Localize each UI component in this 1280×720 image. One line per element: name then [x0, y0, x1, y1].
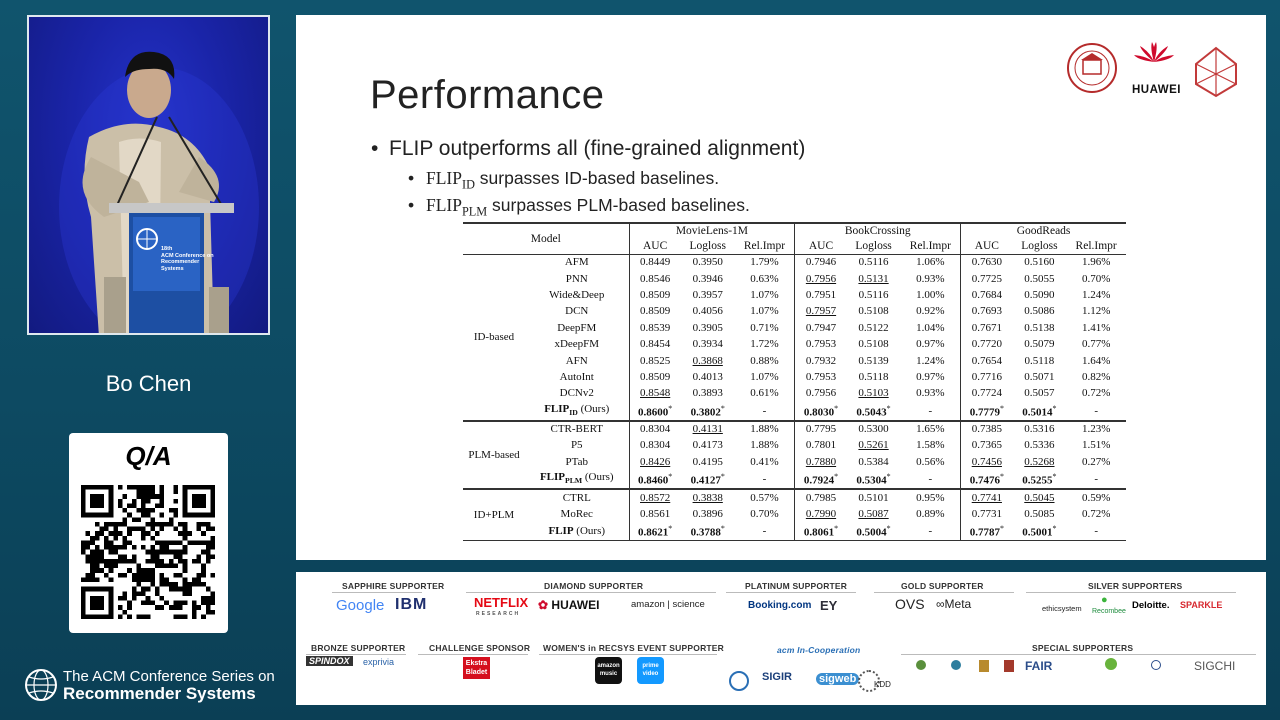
sponsor-head-challenge: CHALLENGE SPONSOR: [429, 643, 531, 653]
table-cell: 0.7720: [961, 336, 1013, 352]
table-cell: 0.7476*: [961, 470, 1013, 489]
table-cell: 0.5057: [1024, 387, 1055, 400]
table-cell: 0.56%: [916, 455, 945, 468]
table-cell: 0.7947: [795, 320, 847, 336]
model-name: FLIP (Ours): [548, 524, 606, 537]
model-name: Wide&Deep: [549, 288, 605, 301]
table-cell: 0.5001*: [1022, 523, 1057, 539]
qr-code-icon[interactable]: [81, 485, 215, 619]
sigir-logo: SIGIR: [762, 671, 792, 683]
model-name: MoRec: [560, 507, 593, 520]
dataset-header: GoodReads: [961, 223, 1126, 238]
table-cell: 0.5055: [1024, 272, 1055, 285]
table-cell: 0.59%: [1066, 489, 1126, 505]
bullet-sub-1-text: surpasses ID-based baselines.: [474, 168, 720, 188]
table-cell: 0.61%: [750, 387, 779, 400]
amazon-music-logo: amazon music: [595, 657, 622, 684]
metric-header: Logloss: [681, 238, 735, 254]
model-header: Model: [463, 223, 629, 254]
bullet-sub-2-subscript: PLM: [461, 204, 488, 219]
table-cell: 0.5268: [1024, 455, 1055, 468]
table-cell: 0.4173: [692, 439, 723, 452]
model-name: $FLIP_{ID}$ (Ours): [544, 402, 610, 417]
table-cell: 0.5086: [1024, 305, 1055, 318]
table-cell: 0.3838: [681, 489, 735, 505]
huawei-flower-icon: ✿: [538, 598, 549, 612]
table-cell: 0.77%: [1081, 338, 1111, 351]
table-cell: 0.5122: [858, 321, 889, 334]
table-cell: 1.64%: [1081, 354, 1111, 367]
table-cell: -: [762, 472, 767, 485]
bullet-sub-2-model: FLIP: [426, 195, 462, 215]
sigchi-logo: SIGCHI: [1194, 659, 1236, 673]
institution-logos: [1066, 40, 1244, 100]
table-cell: 1.58%: [916, 439, 945, 452]
table-cell: 0.5384: [858, 455, 889, 468]
speaker-video: [27, 15, 270, 335]
table-cell: 1.51%: [1081, 439, 1111, 452]
table-row: [463, 254, 1126, 270]
table-cell: 0.5304*: [856, 472, 891, 487]
table-cell: 0.92%: [916, 305, 945, 318]
bullet-main: • FLIP outperforms all (fine-grained alignment): [371, 137, 806, 160]
table-cell: 0.8539: [629, 320, 681, 336]
table-cell: 0.7741: [961, 489, 1013, 505]
model-name: AutoInt: [559, 370, 594, 383]
table-cell: 0.93%: [916, 387, 945, 400]
qa-card: [69, 433, 228, 633]
special-supporter-icon: [1105, 658, 1117, 670]
special-supporter-icon: [1151, 660, 1161, 670]
table-cell: 0.71%: [750, 321, 779, 334]
table-cell: 0.8449: [629, 254, 681, 270]
table-cell: 0.3950: [692, 256, 723, 269]
metric-header: Logloss: [1012, 238, 1066, 254]
table-cell: 0.95%: [900, 489, 960, 505]
bullet-sub-1-model: FLIP: [426, 168, 462, 188]
ey-logo: EY: [820, 598, 838, 613]
table-cell: 0.7716: [961, 369, 1013, 385]
table-cell: 0.27%: [1081, 455, 1111, 468]
table-cell: -: [1094, 524, 1098, 537]
table-cell: 0.82%: [1081, 370, 1111, 383]
presentation-slide: [296, 15, 1266, 560]
sponsor-head-silver: SILVER SUPPORTERS: [1088, 581, 1183, 591]
spindox-logo: SPINDOX: [306, 656, 353, 666]
sponsor-head-diamond: DIAMOND SUPPORTER: [544, 581, 644, 591]
table-cell: 0.8561: [629, 505, 681, 521]
table-cell: 0.5300: [847, 421, 901, 437]
recombee-logo: Recombee: [1092, 608, 1126, 615]
table-cell: 0.4195: [692, 455, 723, 468]
table-cell: 0.8509: [629, 369, 681, 385]
group-label: ID-based: [473, 331, 515, 344]
recsys-globe-icon: [24, 668, 58, 702]
ovs-logo: OVS: [895, 596, 925, 612]
ibm-logo: IBM: [395, 596, 428, 613]
table-cell: 0.7787*: [961, 522, 1013, 540]
table-cell: 1.88%: [735, 421, 795, 437]
table-cell: 1.72%: [750, 338, 779, 351]
table-cell: 0.5108: [858, 338, 889, 351]
conference-name: Recommender Systems: [63, 684, 256, 703]
meta-logo: ∞Meta: [936, 597, 972, 611]
kdd-logo: KDD: [874, 680, 891, 689]
table-cell: 0.7985: [795, 489, 847, 505]
table-cell: 0.7932: [795, 352, 847, 368]
podium-text: 18th ACM Conference on Recommender Systems: [161, 246, 214, 272]
table-cell: 0.97%: [916, 370, 945, 383]
table-cell: 0.70%: [750, 507, 779, 520]
table-cell: 0.7990: [795, 505, 847, 521]
table-cell: 0.7951: [795, 287, 847, 303]
table-cell: 0.7671: [961, 320, 1013, 336]
table-cell: 0.7956: [795, 270, 847, 286]
model-name: CTR-BERT: [525, 421, 629, 437]
table-row: [463, 505, 1126, 521]
speaker-name: Bo Chen: [105, 371, 192, 396]
table-row: [463, 320, 1126, 336]
table-cell: 0.8460*: [629, 470, 681, 489]
sponsor-head-womens: WOMEN'S in RECSYS EVENT SUPPORTER: [543, 643, 725, 653]
table-cell: 0.5045: [1012, 489, 1066, 505]
table-cell: 0.7630: [961, 254, 1013, 270]
table-cell: 0.7957: [795, 303, 847, 319]
table-cell: 0.7801: [795, 437, 847, 453]
table-cell: 0.7693: [961, 303, 1013, 319]
model-name: P5: [570, 439, 583, 452]
table-cell: 1.07%: [750, 305, 779, 318]
table-cell: 0.3788*: [690, 523, 725, 539]
model-name: AFN: [565, 354, 588, 367]
table-cell: 0.93%: [916, 272, 945, 285]
table-row: [463, 453, 1126, 469]
table-cell: 0.5160: [1024, 256, 1055, 269]
table-cell: 0.8525: [629, 352, 681, 368]
table-cell: 0.5255*: [1022, 472, 1057, 487]
sponsor-head-bronze: BRONZE SUPPORTER: [311, 643, 406, 653]
model-name: DeepFM: [557, 321, 597, 334]
table-cell: 0.5261: [858, 439, 889, 452]
bullet-sub-2-text: surpasses PLM-based baselines.: [487, 195, 750, 215]
bullet-sub-1: • $FLIP_{ID}$ surpasses ID-based baselines.: [408, 168, 720, 192]
table-cell: 1.04%: [916, 321, 945, 334]
metric-header: Rel.Impr: [900, 238, 960, 254]
google-logo: Google: [336, 597, 385, 614]
model-name: CTRL: [525, 489, 629, 505]
table-cell: 0.88%: [750, 354, 779, 367]
table-cell: 0.3946: [692, 272, 723, 285]
table-cell: 0.7456: [961, 453, 1013, 469]
table-row: [463, 303, 1126, 319]
metric-header: Rel.Impr: [1066, 238, 1126, 254]
table-cell: -: [928, 524, 933, 537]
table-cell: 0.8426: [629, 453, 681, 469]
table-row: [463, 352, 1126, 368]
table-cell: 0.7725: [961, 270, 1013, 286]
table-row: [463, 437, 1126, 453]
sponsor-head-sapphire: SAPPHIRE SUPPORTER: [342, 581, 445, 591]
table-cell: 1.00%: [916, 288, 945, 301]
conference-series-line: The ACM Conference Series on: [63, 668, 275, 685]
table-cell: 1.24%: [1081, 288, 1111, 301]
table-cell: 0.8621*: [629, 522, 681, 540]
table-cell: 0.5085: [1024, 507, 1055, 520]
table-cell: 0.7365: [961, 437, 1013, 453]
sigweb-logo: sigweb: [816, 673, 859, 685]
table-cell: 0.5116: [858, 288, 889, 301]
sponsor-banner: [296, 572, 1266, 705]
table-cell: 0.8548: [629, 385, 681, 401]
table-cell: 0.8600*: [629, 402, 681, 421]
results-table: [463, 222, 1126, 541]
table-cell: 0.3896: [692, 507, 723, 520]
table-cell: 0.8454: [629, 336, 681, 352]
booking-logo: Booking.com: [748, 600, 812, 611]
table-row: [463, 287, 1126, 303]
table-row: [463, 489, 1126, 505]
model-name: PTab: [565, 455, 588, 468]
metric-header: Rel.Impr: [735, 238, 795, 254]
table-cell: 0.8546: [629, 270, 681, 286]
huawei-logo-icon: [1134, 42, 1174, 62]
table-cell: 0.5131: [858, 272, 889, 285]
table-cell: 1.23%: [1066, 421, 1126, 437]
table-cell: 0.7654: [961, 352, 1013, 368]
table-cell: 0.41%: [750, 455, 779, 468]
table-cell: 0.5079: [1024, 338, 1055, 351]
table-cell: 0.63%: [750, 272, 779, 285]
dataset-header: MovieLens-1M: [629, 223, 795, 238]
table-cell: -: [1094, 404, 1098, 417]
table-cell: 1.41%: [1081, 321, 1111, 334]
huawei-logo-text: HUAWEI: [1132, 84, 1181, 96]
special-supporter-icon: [916, 660, 926, 670]
table-row: [463, 336, 1126, 352]
table-cell: 0.57%: [735, 489, 795, 505]
table-cell: 0.8304: [629, 437, 681, 453]
table-row: [463, 421, 1126, 437]
sponsor-head-gold: GOLD SUPPORTER: [901, 581, 984, 591]
table-cell: 1.65%: [900, 421, 960, 437]
bullet-sub-1-subscript: ID: [461, 177, 475, 192]
model-name: PNN: [565, 272, 588, 285]
table-cell: 0.7953: [795, 369, 847, 385]
sponsor-head-acm: acm In-Cooperation: [777, 645, 861, 655]
model-name: AFM: [564, 256, 589, 269]
model-name: $FLIP_{PLM}$ (Ours): [539, 470, 614, 486]
prime-video-logo: prime video: [637, 657, 664, 684]
table-cell: 1.07%: [750, 370, 779, 383]
ekstra-bladet-logo: Ekstra Bladet: [463, 657, 490, 679]
group-label: PLM-based: [463, 421, 525, 489]
huawei-sponsor-logo: ✿ HUAWEI: [538, 598, 600, 612]
table-cell: 0.3957: [692, 288, 723, 301]
table-cell: -: [928, 404, 933, 417]
table-cell: 0.4056: [692, 305, 723, 318]
table-cell: 0.5071: [1024, 370, 1055, 383]
table-cell: 0.72%: [1081, 507, 1111, 520]
table-cell: 0.5014*: [1022, 403, 1057, 419]
sponsor-head-platinum: PLATINUM SUPPORTER: [745, 581, 848, 591]
table-cell: 0.3934: [692, 338, 723, 351]
table-cell: -: [1094, 472, 1098, 485]
recombee-icon: ●: [1101, 594, 1108, 606]
amazon-science-logo: amazon | science: [631, 599, 705, 610]
table-cell: 0.72%: [1081, 387, 1111, 400]
table-body: [463, 254, 1126, 540]
table-cell: 0.7880: [795, 453, 847, 469]
table-cell: 0.3893: [692, 387, 723, 400]
speaker-silhouette: [29, 17, 270, 335]
table-cell: 0.3868: [692, 354, 723, 367]
table-row: [463, 270, 1126, 286]
table-cell: 0.8061*: [795, 522, 847, 540]
metric-header: AUC: [795, 238, 847, 254]
netflix-logo: NETFLIX: [474, 595, 529, 610]
table-cell: 0.97%: [916, 338, 945, 351]
metric-header: AUC: [629, 238, 681, 254]
university-seal-icon: [1068, 44, 1116, 92]
table-cell: 0.5118: [1024, 354, 1055, 367]
table-cell: 0.7731: [961, 505, 1013, 521]
table-cell: 0.7724: [961, 385, 1013, 401]
table-cell: 0.5004*: [856, 523, 891, 539]
table-cell: 0.8304: [629, 421, 681, 437]
table-cell: 0.89%: [916, 507, 945, 520]
table-cell: 0.7924*: [795, 470, 847, 489]
metric-header: Logloss: [847, 238, 901, 254]
table-cell: -: [762, 404, 767, 417]
table-cell: 0.5108: [858, 305, 889, 318]
table-cell: 0.5090: [1024, 288, 1055, 301]
table-cell: 1.12%: [1081, 305, 1111, 318]
deloitte-logo: Deloitte.: [1132, 600, 1170, 611]
table-cell: 1.88%: [750, 439, 779, 452]
special-supporter-icon: [951, 660, 961, 670]
table-cell: 0.7385: [961, 421, 1013, 437]
table-cell: 0.3905: [692, 321, 723, 334]
special-supporter-icon: [1004, 660, 1014, 672]
qa-title: Q/A: [125, 441, 172, 471]
table-cell: 0.70%: [1081, 272, 1111, 285]
model-name: DCNv2: [559, 387, 594, 400]
special-supporter-icon: [979, 660, 989, 672]
bullet-sub-2: • $FLIP_{PLM}$ surpasses PLM-based baselines.: [408, 195, 750, 219]
table-cell: 0.4127*: [690, 472, 725, 487]
ethicsystem-logo: ethicsystem: [1042, 604, 1082, 613]
group-label: ID+PLM: [463, 489, 525, 540]
table-cell: -: [762, 524, 767, 537]
table-row: [463, 385, 1126, 401]
table-cell: 0.5103: [858, 387, 889, 400]
table-row: [463, 470, 1126, 489]
table-cell: 0.8509: [629, 287, 681, 303]
table-cell: 1.07%: [750, 288, 779, 301]
acm-icon: [729, 671, 749, 691]
table-cell: 1.79%: [750, 256, 779, 269]
dataset-header: BookCrossing: [795, 223, 961, 238]
lab-logo-icon: [1196, 48, 1236, 96]
bullet-main-text: FLIP outperforms all (fine-grained alignment): [389, 137, 806, 160]
table-row: [463, 402, 1126, 421]
table-cell: 0.5087: [858, 507, 889, 520]
table-cell: 0.5118: [858, 370, 889, 383]
table-cell: 0.8509: [629, 303, 681, 319]
metric-header: AUC: [961, 238, 1013, 254]
table-cell: 0.7684: [961, 287, 1013, 303]
netflix-research-label: RESEARCH: [476, 611, 521, 617]
table-cell: 0.8572: [629, 489, 681, 505]
model-name: xDeepFM: [554, 338, 600, 351]
table-cell: 1.24%: [916, 354, 945, 367]
exprivia-logo: exprivia: [363, 657, 395, 667]
table-cell: 0.5139: [858, 354, 889, 367]
table-cell: 0.4013: [692, 370, 723, 383]
sponsor-head-special: SPECIAL SUPPORTERS: [1032, 643, 1134, 653]
table-cell: 0.5138: [1024, 321, 1055, 334]
table-cell: 0.5316: [1012, 421, 1066, 437]
table-cell: 0.7779*: [961, 402, 1013, 421]
table-cell: -: [928, 472, 933, 485]
fair-logo: FAIR: [1025, 659, 1053, 673]
table-cell: 1.06%: [916, 256, 945, 269]
table-row: [463, 522, 1126, 540]
model-name: DCN: [565, 305, 589, 318]
table-cell: 0.8030*: [795, 402, 847, 421]
table-cell: 0.4131: [681, 421, 735, 437]
table-cell: 1.96%: [1081, 256, 1111, 269]
table-row: [463, 369, 1126, 385]
table-cell: 0.5116: [858, 256, 889, 269]
table-cell: 0.5336: [1024, 439, 1055, 452]
table-cell: 0.7953: [795, 336, 847, 352]
table-cell: 0.5043*: [856, 403, 891, 419]
table-cell: 0.5101: [847, 489, 901, 505]
slide-title: Performance: [370, 73, 605, 117]
table-cell: 0.7795: [795, 421, 847, 437]
table-cell: 0.7956: [795, 385, 847, 401]
table-cell: 0.3802*: [690, 403, 725, 419]
table-cell: 0.7946: [795, 254, 847, 270]
sparkle-logo: SPARKLE: [1180, 600, 1223, 610]
